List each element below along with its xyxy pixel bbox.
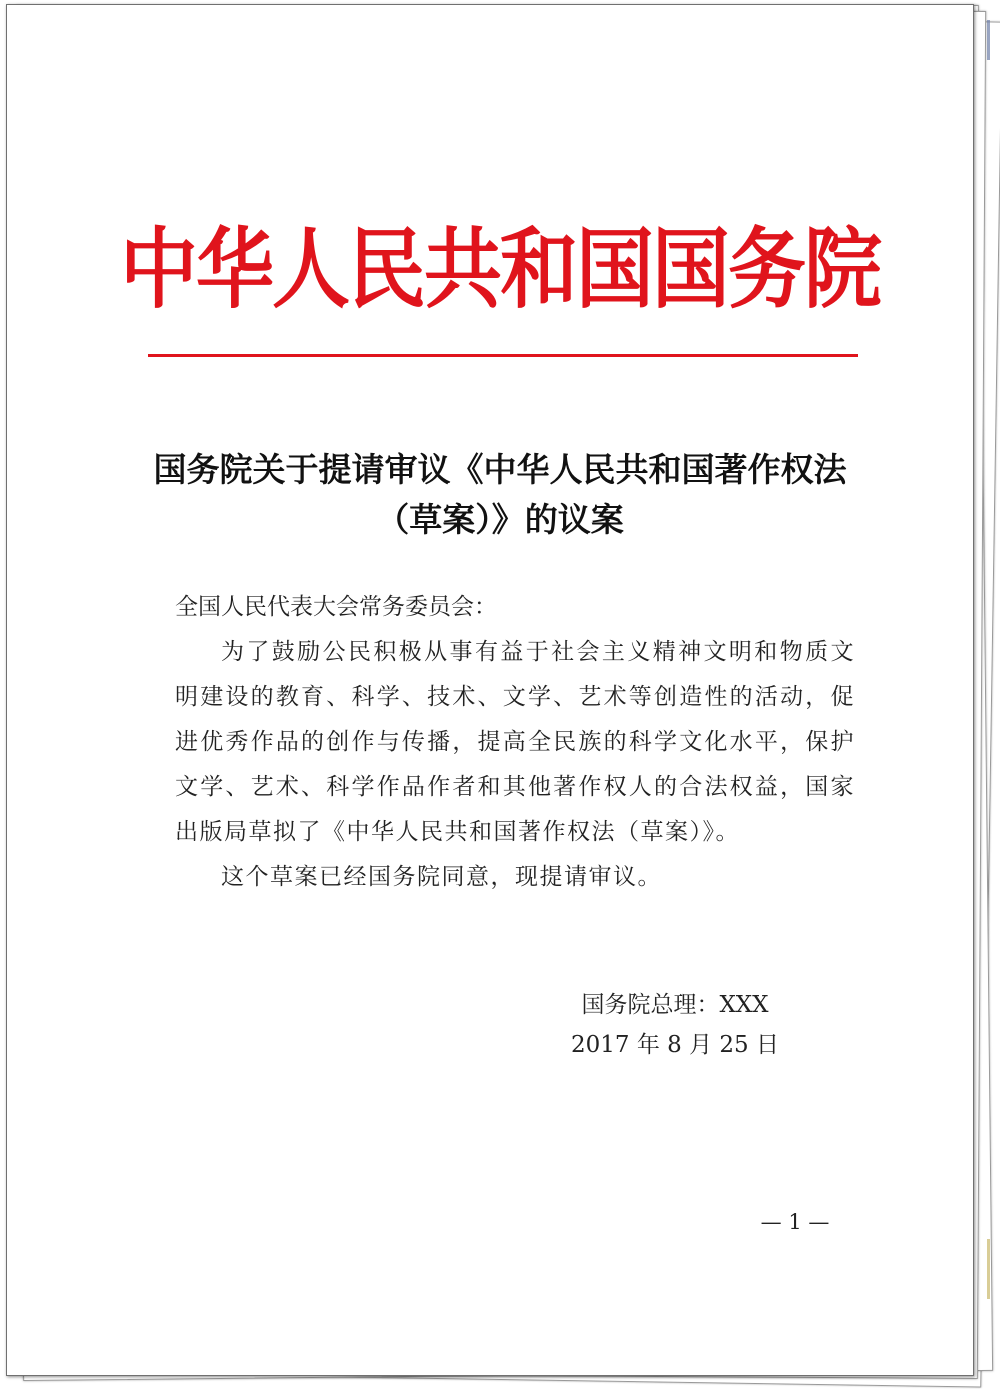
- page-number: — 1 —: [760, 1210, 830, 1234]
- document-title: [130, 445, 870, 545]
- document-body: [175, 585, 855, 900]
- document-masthead: 中华人民共和国国务院: [119, 220, 880, 321]
- sign-date: 2017 年 8 月 25 日: [571, 1032, 779, 1058]
- signature-block: [545, 985, 805, 1065]
- edge-accent: [987, 20, 990, 60]
- title-line-1: 国务院关于提请审议《中华人民共和国著作权法: [153, 450, 847, 489]
- edge-accent: [987, 1239, 990, 1299]
- title-line-2: （草案）》的议案: [376, 500, 624, 539]
- red-header-rule: [148, 354, 858, 357]
- salutation: 全国人民代表大会常务委员会：: [175, 594, 497, 620]
- signatory: 国务院总理：XXX: [581, 992, 769, 1018]
- body-paragraph: 为了鼓励公民积极从事有益于社会主义精神文明和物质文明建设的教育、科学、技术、文学、艺术等创造性的活动，促进优秀作品的创作与传播，提高全民族的科学文化水平，保护文学、艺术、科学作品作者和其他著作权人的合法权益，国家出版局草拟了《中华人民共和国著作权法（草案）》。: [175, 639, 855, 845]
- body-paragraph: 这个草案已经国务院同意，现提请审议。: [221, 864, 662, 890]
